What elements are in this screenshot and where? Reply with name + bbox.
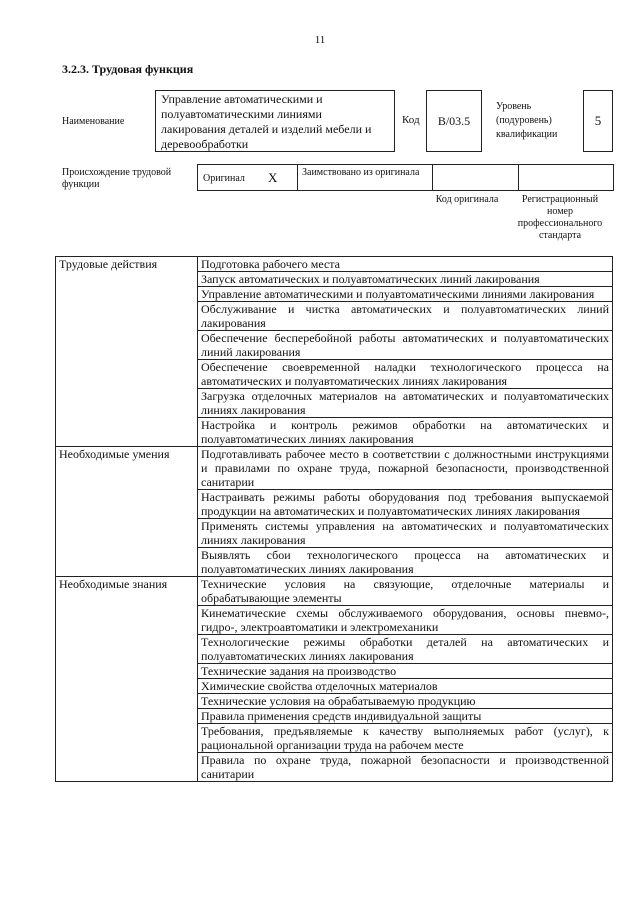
section-label: Необходимые знания (56, 577, 198, 782)
table-cell-item: Выявлять сбои технологического процесса на автоматических и полуавтоматических линиях лакирования (198, 548, 613, 577)
code-label: Код (402, 114, 420, 126)
table-cell-item: Правила по охране труда, пожарной безопасности и производственной санитарии (198, 753, 613, 782)
original-cell (198, 165, 298, 190)
table-cell-item: Требования, предъявляемые к качеству выполняемых работ (услуг), к рациональной организации труда на рабочем месте (198, 724, 613, 753)
original-label: Оригинал (203, 173, 245, 184)
table-cell-item: Обеспечение своевременной наладки технологического процесса на автоматических и полуавтоматических линиях лакирования (198, 360, 613, 389)
level-box (583, 90, 613, 152)
table-row (56, 257, 613, 272)
code-original-cell (433, 165, 519, 190)
table-cell-item: Технологические режимы обработки деталей на автоматических и полуавтоматических линиях лакирования (198, 635, 613, 664)
function-details-table (55, 256, 613, 782)
table-cell-item: Правила применения средств индивидуальной защиты (198, 709, 613, 724)
level-label: Уровень (подуровень) квалификации (496, 101, 558, 140)
page-number: 11 (314, 34, 326, 46)
name-label: Наименование (62, 116, 125, 127)
borrowed-label: Заимствовано из оригинала (302, 167, 420, 178)
table-cell-item: Запуск автоматических и полуавтоматических линий лакирования (198, 272, 613, 287)
table-cell-item: Технические задания на производство (198, 664, 613, 679)
origin-label: Происхождение трудовой функции (62, 167, 172, 190)
origin-row (197, 164, 614, 191)
section-label: Трудовые действия (56, 257, 198, 447)
code-original-label: Код оригинала (435, 194, 499, 205)
function-name-box (155, 90, 395, 152)
table-cell-item: Технические условия на обрабатываемую продукцию (198, 694, 613, 709)
table-cell-item: Применять системы управления на автоматических и полуавтоматических линиях лакирования (198, 519, 613, 548)
code-value: B/03.5 (437, 114, 471, 128)
table-cell-item: Загрузка отделочных материалов на автоматических и полуавтоматических линиях лакирования (198, 389, 613, 418)
table-cell-item: Технические условия на связующие, отделочные материалы и обрабатывающие элементы (198, 577, 613, 606)
table-cell-item: Подготовка рабочего места (198, 257, 613, 272)
reg-number-cell (519, 165, 613, 190)
table-cell-item: Обслуживание и чистка автоматических и полуавтоматических линий лакирования (198, 302, 613, 331)
reg-number-label: Регистрационный номер профессионального стандарта (517, 194, 603, 241)
original-mark: X (268, 170, 278, 185)
table-cell-item: Химические свойства отделочных материалов (198, 679, 613, 694)
table-cell-item: Настраивать режимы работы оборудования под требования выпускаемой продукции на автоматических и полуавтоматических линиях лакирования (198, 490, 613, 519)
table-cell-item: Управление автоматическими и полуавтоматическими линиями лакирования (198, 287, 613, 302)
table-row (56, 577, 613, 606)
function-name-value: Управление автоматическими и полуавтоматическими линиями лакирования деталей и изделий мебели и деревообработки (161, 92, 372, 151)
table-cell-item: Обеспечение бесперебойной работы автоматических и полуавтоматических линий лакирования (198, 331, 613, 360)
table-row (56, 447, 613, 490)
table-cell-item: Настройка и контроль режимов обработки на автоматических и полуавтоматических линиях лакирования (198, 418, 613, 447)
table-cell-item: Кинематические схемы обслуживаемого оборудования, основы пневмо-, гидро-, электроавтоматики и электромеханики (198, 606, 613, 635)
borrowed-cell (298, 165, 433, 190)
section-title: 3.2.3. Трудовая функция (62, 62, 194, 76)
section-label: Необходимые умения (56, 447, 198, 577)
code-box (426, 90, 482, 152)
level-value: 5 (594, 113, 602, 128)
table-cell-item: Подготавливать рабочее место в соответствии с должностными инструкциями и правилами по охране труда, пожарной безопасности, производственной санитарии (198, 447, 613, 490)
